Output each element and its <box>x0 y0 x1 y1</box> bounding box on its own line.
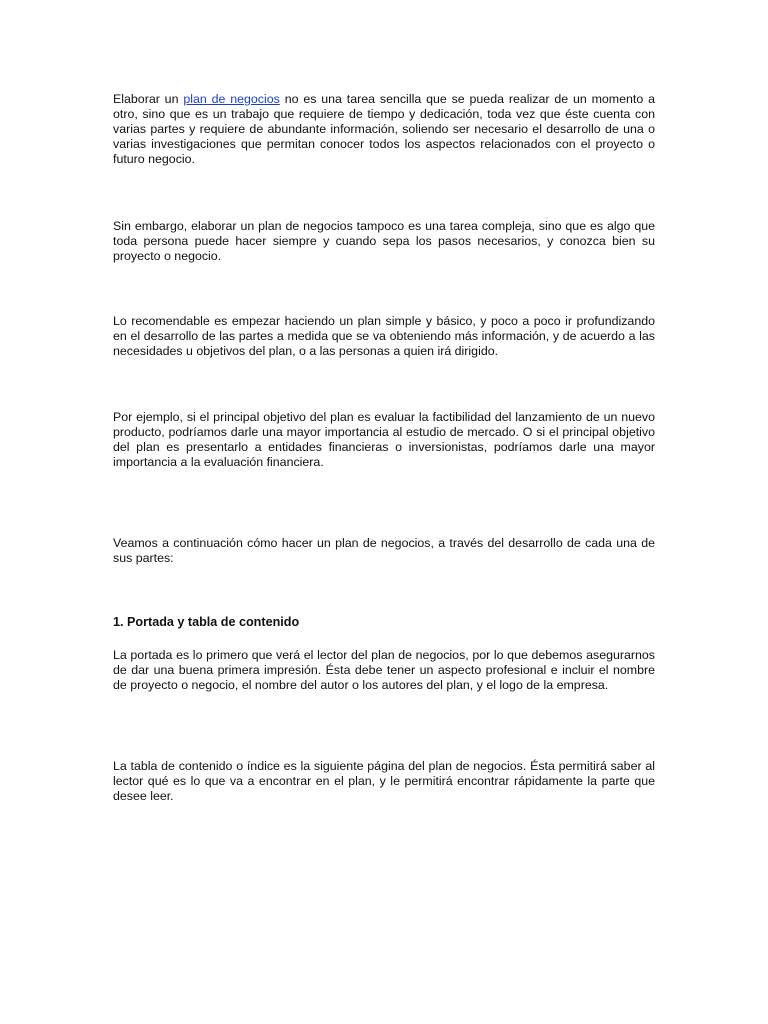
paragraph-intro <box>113 92 655 167</box>
paragraph-intro-rest: no es una tarea sencilla que se pueda realizar de un momento a otro, sino que es un trabajo que requiere de tiempo y dedicación, toda vez que éste cuenta con varias partes y requiere de abundante información, soliendo ser necesario el desarrollo de una o varias investigaciones que permitan conocer todos los aspectos relacionados con el proyecto o futuro negocio. <box>113 92 655 166</box>
paragraph-portada: La portada es lo primero que verá el lector del plan de negocios, por lo que debemos asegurarnos de dar una buena primera impresión. Ésta debe tener un aspecto profesional e incluir el nombre de proyecto o negocio, el nombre del autor o los autores del plan, y el logo de la empresa. <box>113 648 655 692</box>
paragraph-tabla-contenido: La tabla de contenido o índice es la siguiente página del plan de negocios. Ésta permitirá saber al lector qué es lo que va a encontrar en el plan, y le permitirá encontrar rápidamente la parte que desee leer. <box>113 759 655 803</box>
plan-de-negocios-link[interactable]: plan de negocios <box>183 92 280 106</box>
paragraph-recomendable: Lo recomendable es empezar haciendo un plan simple y básico, y poco a poco ir profundizando en el desarrollo de las partes a medida que se va obteniendo más información, y de acuerdo a las necesidades u objetivos del plan, o a las personas a quien irá dirigido. <box>113 314 655 358</box>
paragraph-ejemplo: Por ejemplo, si el principal objetivo del plan es evaluar la factibilidad del lanzamiento de un nuevo producto, podríamos darle una mayor importancia al estudio de mercado. O si el principal objetivo del plan es presentarlo a entidades financieras o inversionistas, podríamos darle una mayor importancia a la evaluación financiera. <box>113 410 655 469</box>
paragraph-veamos: Veamos a continuación cómo hacer un plan de negocios, a través del desarrollo de cada una de sus partes: <box>113 536 655 565</box>
paragraph-intro-lead: Elaborar un <box>113 92 184 106</box>
paragraph-sin-embargo: Sin embargo, elaborar un plan de negocios tampoco es una tarea compleja, sino que es algo que toda persona puede hacer siempre y cuando sepa los pasos necesarios, y conozca bien su proyecto o negocio. <box>113 219 655 263</box>
section-heading-portada: 1. Portada y tabla de contenido <box>113 615 300 629</box>
